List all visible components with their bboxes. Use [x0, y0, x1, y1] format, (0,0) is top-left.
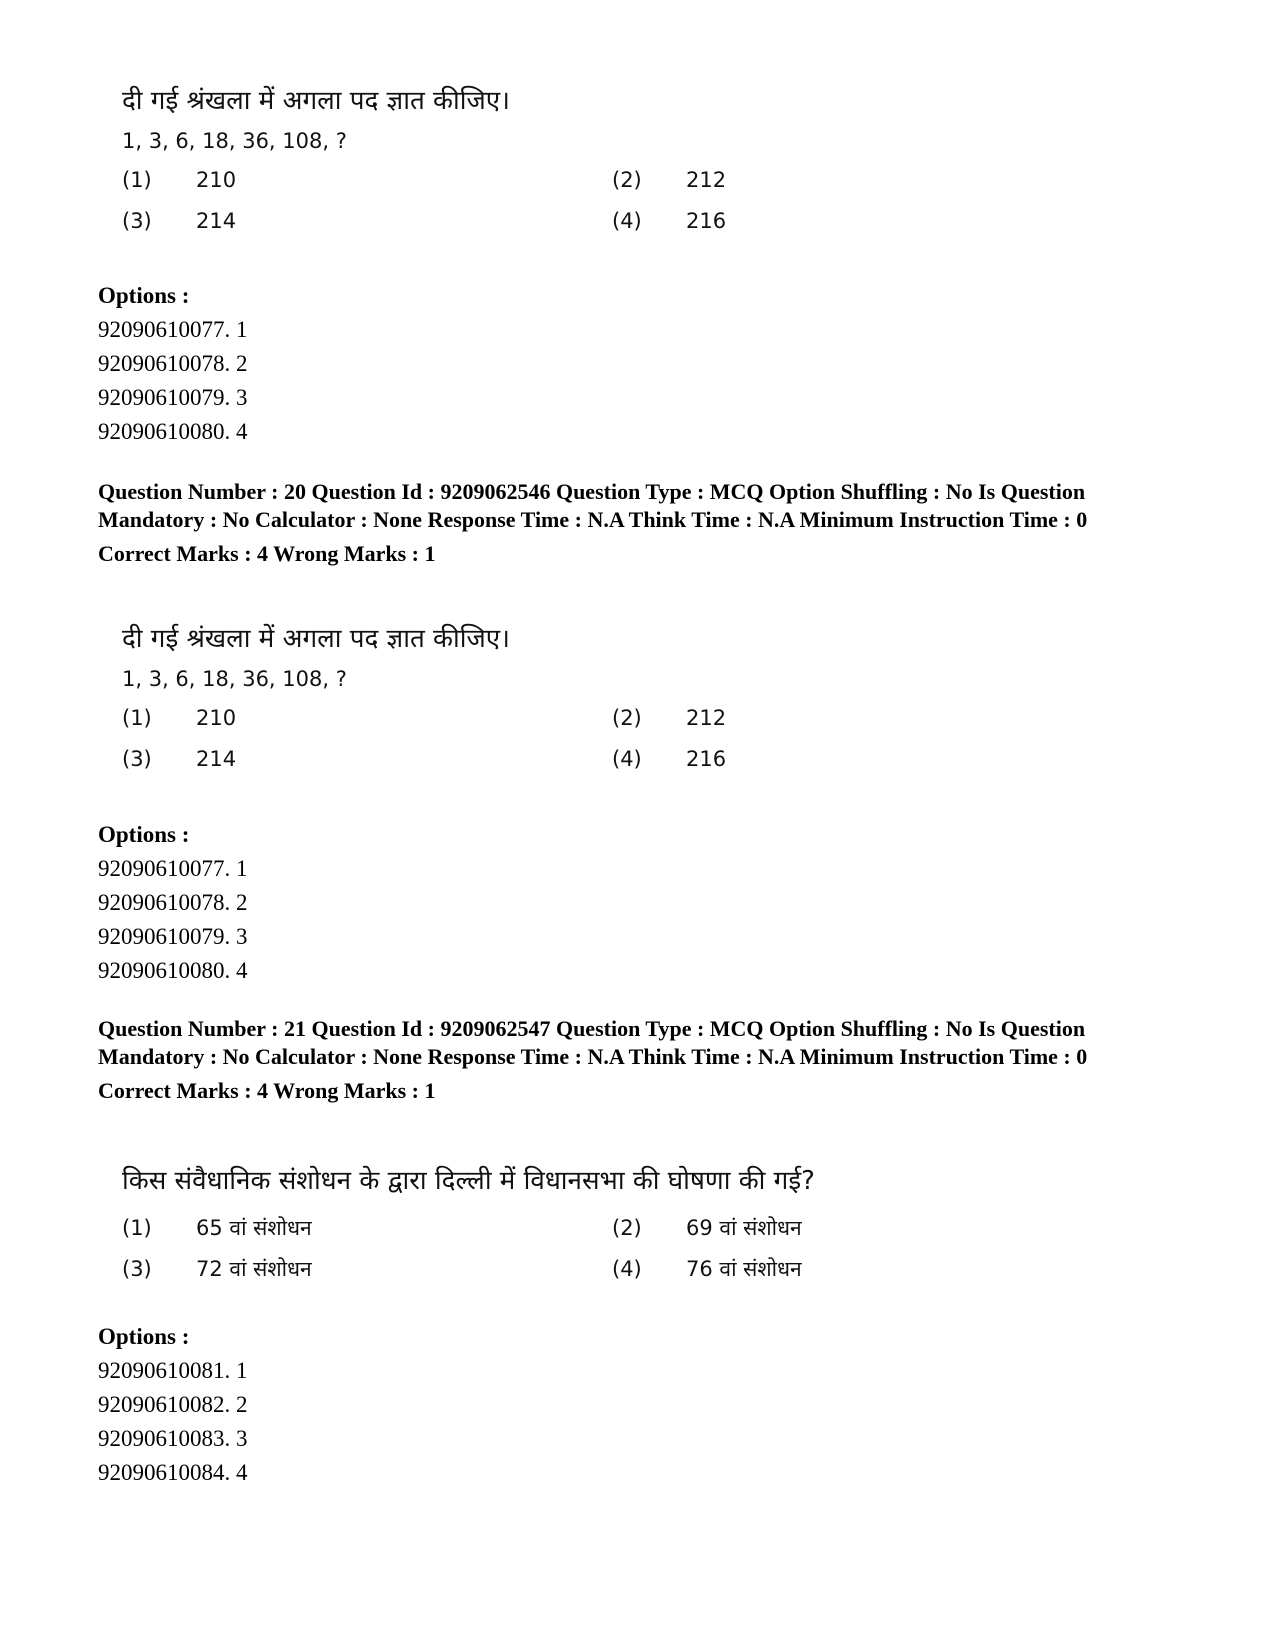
- choice-item: (3) 214: [122, 209, 237, 233]
- option-id: 92090610077. 1: [98, 856, 248, 881]
- options-list: [98, 818, 248, 988]
- question-meta-text: Question Number : 20 Question Id : 9209062546 Question Type : MCQ Option Shuffling : No Is Question Mandatory : No Calculator : None Response Time : N.A Think Time : N.A Minimum Instruction Time : 0: [98, 479, 1088, 532]
- choice-item: (4) 216: [612, 747, 727, 771]
- option-id: 92090610077. 1: [98, 317, 248, 342]
- options-list: [98, 279, 248, 449]
- question-image: [122, 622, 882, 788]
- question-meta-text: Question Number : 21 Question Id : 9209062547 Question Type : MCQ Option Shuffling : No Is Question Mandatory : No Calculator : None Response Time : N.A Think Time : N.A Minimum Instruction Time : 0: [98, 1016, 1088, 1069]
- options-label: Options :: [98, 283, 190, 308]
- question-series: 1, 3, 6, 18, 36, 108, ?: [122, 667, 347, 691]
- question-image: [122, 84, 882, 250]
- option-id: 92090610080. 4: [98, 958, 248, 983]
- choice-item: (1) 210: [122, 168, 237, 192]
- choice-item: (1) 210: [122, 706, 237, 730]
- choice-grid: [122, 706, 882, 788]
- choice-item: (3) 214: [122, 747, 237, 771]
- choice-grid: [122, 168, 882, 250]
- question-stem: किस संवैधानिक संशोधन के द्वारा दिल्ली में विधानसभा की घोषणा की गई?: [122, 1166, 815, 1196]
- question-marks: Correct Marks : 4 Wrong Marks : 1: [98, 541, 436, 566]
- option-id: 92090610078. 2: [98, 890, 248, 915]
- option-id: 92090610084. 4: [98, 1460, 248, 1485]
- choice-item: (4) 216: [612, 209, 727, 233]
- option-id: 92090610079. 3: [98, 385, 248, 410]
- question-stem: दी गई श्रंखला में अगला पद ज्ञात कीजिए।: [122, 624, 511, 654]
- question-image: [122, 1164, 882, 1296]
- choice-item: (1) 65 वां संशोधन: [122, 1216, 312, 1240]
- option-id: 92090610079. 3: [98, 924, 248, 949]
- option-id: 92090610082. 2: [98, 1392, 248, 1417]
- choice-item: (2) 212: [612, 706, 727, 730]
- question-marks: Correct Marks : 4 Wrong Marks : 1: [98, 1078, 436, 1103]
- question-meta: [98, 1015, 1188, 1105]
- option-id: 92090610078. 2: [98, 351, 248, 376]
- option-id: 92090610081. 1: [98, 1358, 248, 1383]
- options-list: [98, 1320, 248, 1490]
- choice-grid: [122, 1214, 882, 1296]
- options-label: Options :: [98, 822, 190, 847]
- question-stem: दी गई श्रंखला में अगला पद ज्ञात कीजिए।: [122, 86, 511, 116]
- choice-item: (4) 76 वां संशोधन: [612, 1257, 802, 1281]
- options-label: Options :: [98, 1324, 190, 1349]
- choice-item: (2) 69 वां संशोधन: [612, 1216, 802, 1240]
- question-meta: [98, 478, 1188, 568]
- question-series: 1, 3, 6, 18, 36, 108, ?: [122, 129, 347, 153]
- choice-item: (3) 72 वां संशोधन: [122, 1257, 312, 1281]
- option-id: 92090610080. 4: [98, 419, 248, 444]
- option-id: 92090610083. 3: [98, 1426, 248, 1451]
- choice-item: (2) 212: [612, 168, 727, 192]
